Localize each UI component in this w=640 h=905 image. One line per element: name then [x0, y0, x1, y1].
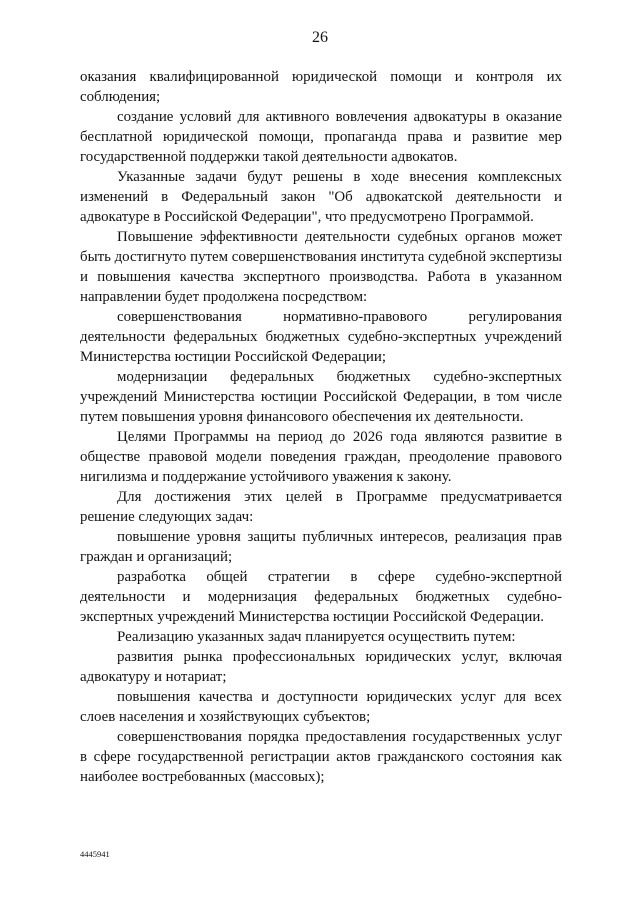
paragraph: Для достижения этих целей в Программе предусматривается решение следующих задач: — [80, 489, 562, 525]
paragraph: Повышение эффективности деятельности судебных органов может быть достигнуто путем совершенствования института судебной экспертизы и повышения качества экспертного производства. Работа в указанном направлении будет продолжена посредством: — [80, 229, 562, 305]
paragraph: совершенствования порядка предоставления государственных услуг в сфере государственной регистрации актов гражданского состояния как наиболее востребованных (массовых); — [80, 729, 562, 785]
paragraph: Указанные задачи будут решены в ходе внесения комплексных изменений в Федеральный закон "Об адвокатской деятельности и адвокатуре в Российской Федерации", что предусмотрено Программой. — [80, 169, 562, 225]
paragraph: совершенствования нормативно-правового регулирования деятельности федеральных бюджетных судебно-экспертных учреждений Министерства юстиции Российской Федерации; — [80, 309, 562, 365]
paragraph: Реализацию указанных задач планируется осуществить путем: — [117, 629, 516, 645]
document-code: 4445941 — [80, 849, 110, 859]
paragraph: развития рынка профессиональных юридических услуг, включая адвокатуру и нотариат; — [80, 649, 562, 685]
page-number: 26 — [312, 29, 328, 46]
paragraph: оказания квалифицированной юридической помощи и контроля их соблюдения; — [80, 69, 562, 105]
document-body — [80, 67, 562, 787]
paragraph: Целями Программы на период до 2026 года являются развитие в обществе правовой модели поведения граждан, преодоление правового нигилизма и поддержание устойчивого уважения к закону. — [80, 429, 562, 485]
paragraph: создание условий для активного вовлечения адвокатуры в оказание бесплатной юридической помощи, пропаганда права и развитие мер государственной поддержки такой деятельности адвокатов. — [80, 109, 562, 165]
paragraph: повышение уровня защиты публичных интересов, реализация прав граждан и организаций; — [80, 529, 562, 565]
paragraph: модернизации федеральных бюджетных судебно-экспертных учреждений Министерства юстиции Российской Федерации, в том числе путем повышения уровня финансового обеспечения их деятельности. — [80, 369, 562, 425]
paragraph: повышения качества и доступности юридических услуг для всех слоев населения и хозяйствующих субъектов; — [80, 689, 562, 725]
paragraph: разработка общей стратегии в сфере судебно-экспертной деятельности и модернизация федеральных бюджетных судебно-экспертных учреждений Министерства юстиции Российской Федерации. — [80, 569, 562, 625]
